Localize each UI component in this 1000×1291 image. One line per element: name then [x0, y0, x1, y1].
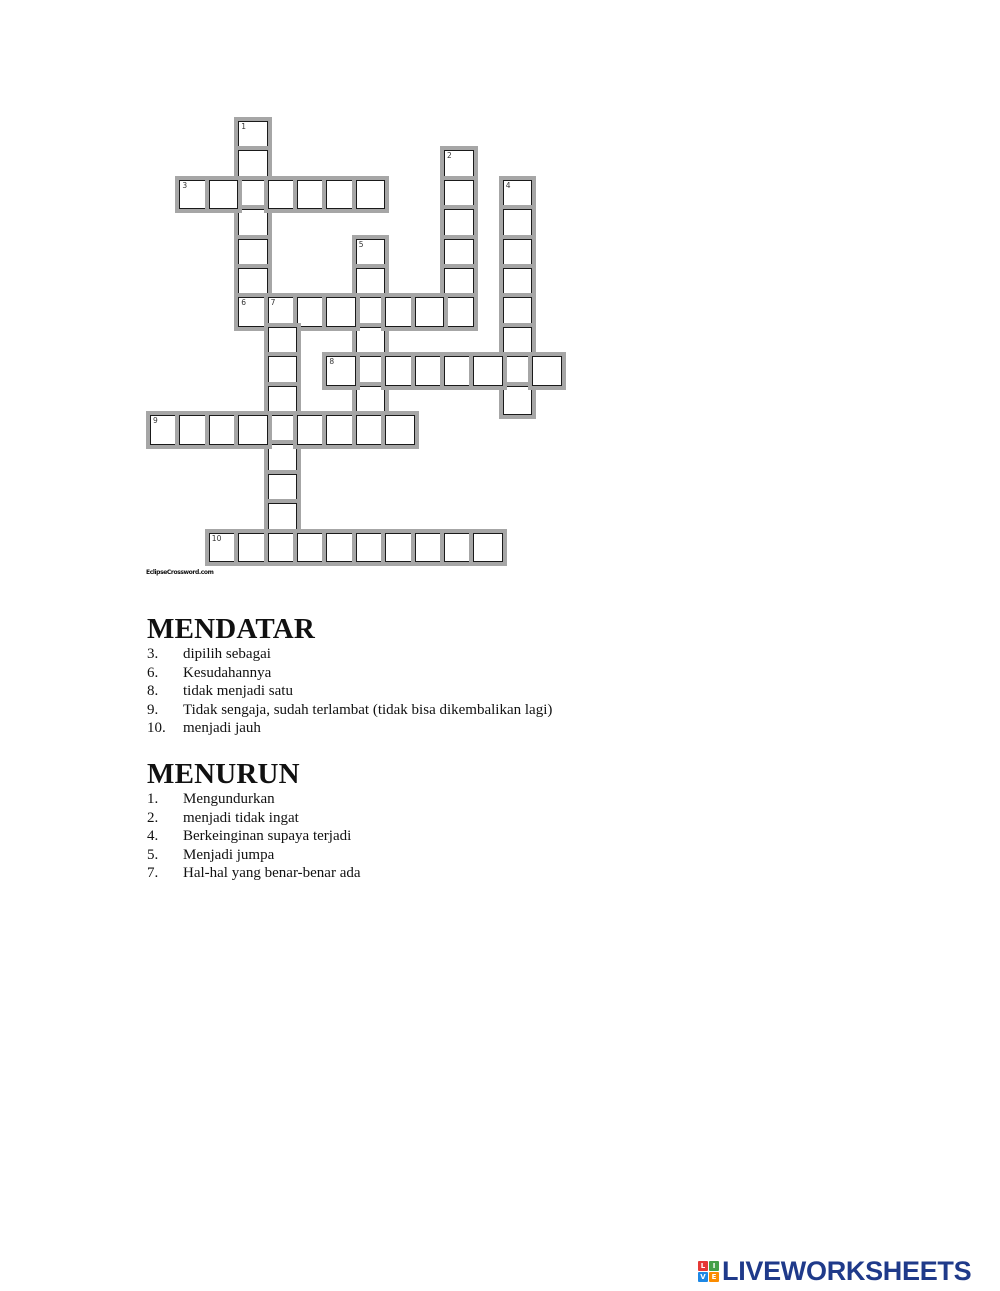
- crossword-cell[interactable]: [326, 356, 356, 386]
- crossword-cell[interactable]: [238, 239, 268, 269]
- clue-text: menjadi jauh: [183, 720, 261, 737]
- crossword-cell[interactable]: [356, 297, 386, 327]
- clue-number: 9.: [147, 701, 159, 718]
- letter-input[interactable]: [504, 387, 532, 415]
- letter-input[interactable]: [504, 269, 532, 297]
- crossword-cell[interactable]: [503, 327, 533, 357]
- clue-item: [147, 827, 361, 846]
- clue-item: [147, 864, 361, 883]
- crossword-cell[interactable]: [473, 533, 503, 563]
- letter-input[interactable]: [504, 181, 532, 209]
- crossword-cell[interactable]: [238, 150, 268, 180]
- crossword-cell[interactable]: [238, 415, 268, 445]
- clue-number-label: 9: [153, 416, 158, 425]
- letter-input[interactable]: [357, 387, 385, 415]
- clue-number-label: 3: [182, 180, 188, 190]
- letter-input[interactable]: [239, 181, 267, 209]
- letter-input[interactable]: [386, 298, 414, 326]
- logo-block: V: [698, 1272, 708, 1282]
- letter-input[interactable]: [239, 240, 267, 268]
- crossword-cell[interactable]: [532, 356, 562, 386]
- crossword-cell[interactable]: [268, 327, 298, 357]
- letter-input[interactable]: [474, 357, 502, 385]
- letter-input[interactable]: [210, 534, 238, 562]
- crossword-cell[interactable]: [503, 297, 533, 327]
- letter-input[interactable]: [180, 181, 208, 209]
- clue-number: 3.: [147, 646, 159, 662]
- crossword-cell[interactable]: [268, 180, 298, 210]
- crossword-cell[interactable]: [268, 415, 298, 445]
- clue-number-label: 5: [358, 239, 364, 249]
- clue-number-label: 10: [211, 533, 222, 543]
- logo-block: L: [698, 1261, 708, 1271]
- clue-text: dipilih sebagai: [183, 646, 271, 662]
- clue-text: Hal-hal yang benar-benar ada: [183, 865, 361, 882]
- crossword-cell[interactable]: [503, 386, 533, 416]
- logo-block: I: [709, 1261, 719, 1271]
- clue-item: [147, 846, 361, 865]
- letter-input[interactable]: [269, 181, 297, 209]
- letter-input[interactable]: [210, 181, 238, 209]
- clue-number: 7.: [147, 865, 159, 882]
- letter-input[interactable]: [239, 122, 267, 150]
- letter-input[interactable]: [239, 269, 267, 297]
- letter-input[interactable]: [298, 298, 326, 326]
- crossword-cell[interactable]: [415, 533, 445, 563]
- letter-input[interactable]: [386, 357, 414, 385]
- clue-number-label: 8: [329, 357, 335, 367]
- credit-text: EclipseCrossword.com: [146, 569, 214, 576]
- crossword-cell[interactable]: [209, 415, 239, 445]
- letter-input[interactable]: [210, 416, 238, 444]
- letter-input[interactable]: [269, 445, 297, 473]
- letter-input[interactable]: [504, 357, 532, 385]
- crossword-cell[interactable]: [326, 415, 356, 445]
- letter-input[interactable]: [386, 416, 414, 444]
- letter-input[interactable]: [269, 416, 297, 444]
- clue-item: [147, 682, 552, 701]
- letter-input[interactable]: [239, 416, 267, 444]
- letter-input[interactable]: [357, 328, 385, 356]
- crossword-cell[interactable]: [415, 356, 445, 386]
- crossword-cell[interactable]: [326, 180, 356, 210]
- clue-text: tidak menjadi satu: [183, 683, 293, 700]
- letter-input[interactable]: [445, 210, 473, 238]
- crossword-cell[interactable]: [444, 180, 474, 210]
- crossword-cell[interactable]: [268, 444, 298, 474]
- clue-item: [147, 701, 552, 720]
- crossword-cell[interactable]: [444, 533, 474, 563]
- letter-input[interactable]: [504, 210, 532, 238]
- letter-input[interactable]: [327, 298, 355, 326]
- crossword-cell[interactable]: [444, 297, 474, 327]
- letter-input[interactable]: [357, 357, 385, 385]
- crossword-cell[interactable]: [385, 297, 415, 327]
- logo-mark: [698, 1261, 719, 1282]
- across-heading: MENDATAR: [147, 613, 316, 645]
- letter-input[interactable]: [445, 534, 473, 562]
- crossword-cell[interactable]: [444, 239, 474, 269]
- crossword-cell[interactable]: [444, 209, 474, 239]
- crossword-cell[interactable]: [503, 356, 533, 386]
- letter-input[interactable]: [269, 504, 297, 532]
- letter-input[interactable]: [445, 240, 473, 268]
- clue-number-label: 2: [447, 151, 452, 161]
- letter-input[interactable]: [298, 534, 326, 562]
- letter-input[interactable]: [357, 181, 385, 209]
- crossword-cell[interactable]: [356, 239, 386, 269]
- liveworksheets-logo: [698, 1256, 971, 1286]
- letter-input[interactable]: [504, 328, 532, 356]
- clue-text: menjadi tidak ingat: [183, 809, 299, 826]
- crossword-cell[interactable]: [238, 209, 268, 239]
- letter-input[interactable]: [180, 416, 208, 444]
- crossword-cell[interactable]: [179, 415, 209, 445]
- logo-wordmark: LIVEWORKSHEETS: [722, 1255, 972, 1286]
- clue-number: 10.: [147, 720, 166, 737]
- letter-input[interactable]: [357, 269, 385, 297]
- clue-number: 4.: [147, 828, 159, 845]
- logo-block: E: [709, 1272, 719, 1282]
- crossword-cell[interactable]: [297, 533, 327, 563]
- crossword-cell[interactable]: [209, 180, 239, 210]
- crossword-cell[interactable]: [356, 533, 386, 563]
- clue-number-label: 1: [241, 122, 246, 131]
- clue-number: 1.: [147, 791, 159, 807]
- crossword-cell[interactable]: [297, 297, 327, 327]
- crossword-cell[interactable]: [238, 533, 268, 563]
- letter-input[interactable]: [298, 416, 326, 444]
- letter-input[interactable]: [151, 416, 179, 444]
- crossword-cell[interactable]: [326, 533, 356, 563]
- letter-input[interactable]: [416, 357, 444, 385]
- crossword-cell[interactable]: [238, 268, 268, 298]
- crossword-cell[interactable]: [356, 180, 386, 210]
- letter-input[interactable]: [357, 534, 385, 562]
- letter-input[interactable]: [357, 240, 385, 268]
- clue-item: [147, 790, 361, 809]
- crossword-cell[interactable]: [503, 268, 533, 298]
- crossword-cell[interactable]: [473, 356, 503, 386]
- crossword-cell[interactable]: [297, 180, 327, 210]
- crossword-cell[interactable]: [238, 121, 268, 151]
- clue-text: Berkeinginan supaya terjadi: [183, 828, 352, 845]
- crossword-cell[interactable]: [326, 297, 356, 327]
- clue-number: 6.: [147, 664, 159, 681]
- crossword-cell[interactable]: [385, 415, 415, 445]
- letter-input[interactable]: [504, 240, 532, 268]
- letter-input[interactable]: [269, 328, 297, 356]
- letter-input[interactable]: [269, 475, 297, 503]
- crossword-cell[interactable]: [209, 533, 239, 563]
- crossword-cell[interactable]: [356, 415, 386, 445]
- crossword-cell[interactable]: [415, 297, 445, 327]
- crossword-cell[interactable]: [268, 533, 298, 563]
- crossword-cell[interactable]: [444, 356, 474, 386]
- clue-number-label: 7: [270, 298, 276, 308]
- letter-input[interactable]: [533, 357, 561, 385]
- letter-input[interactable]: [269, 357, 297, 385]
- letter-input[interactable]: [327, 534, 355, 562]
- letter-input[interactable]: [445, 298, 473, 326]
- letter-input[interactable]: [239, 534, 267, 562]
- letter-input[interactable]: [269, 387, 297, 415]
- clue-number: 2.: [147, 809, 159, 826]
- letter-input[interactable]: [269, 534, 297, 562]
- clue-number: 5.: [147, 846, 159, 863]
- clue-item: [147, 645, 552, 664]
- crossword-cell[interactable]: [268, 386, 298, 416]
- crossword-cell[interactable]: [356, 386, 386, 416]
- letter-input[interactable]: [269, 298, 297, 326]
- letter-input[interactable]: [445, 181, 473, 209]
- clue-item: [147, 664, 552, 683]
- letter-input[interactable]: [327, 416, 355, 444]
- crossword-cell[interactable]: [385, 356, 415, 386]
- crossword-cell[interactable]: [297, 415, 327, 445]
- letter-input[interactable]: [298, 181, 326, 209]
- crossword-cell[interactable]: [238, 180, 268, 210]
- letter-input[interactable]: [239, 151, 267, 179]
- letter-input[interactable]: [357, 416, 385, 444]
- down-heading: MENURUN: [147, 758, 300, 790]
- crossword-cell[interactable]: [356, 356, 386, 386]
- letter-input[interactable]: [327, 181, 355, 209]
- down-clues: [147, 758, 361, 883]
- clue-text: Menjadi jumpa: [183, 846, 275, 863]
- crossword-cell[interactable]: [356, 268, 386, 298]
- crossword-cell[interactable]: [238, 297, 268, 327]
- letter-input[interactable]: [239, 210, 267, 238]
- clue-number-label: 4: [505, 180, 511, 190]
- crossword-cell[interactable]: [385, 533, 415, 563]
- across-clues: [147, 613, 552, 738]
- letter-input[interactable]: [386, 534, 414, 562]
- crossword-cell[interactable]: [150, 415, 180, 445]
- crossword-cell[interactable]: [268, 474, 298, 504]
- crossword-cell[interactable]: [503, 239, 533, 269]
- crossword-cell[interactable]: [268, 356, 298, 386]
- letter-input[interactable]: [504, 298, 532, 326]
- clue-number: 8.: [147, 683, 159, 700]
- crossword-cell[interactable]: [503, 180, 533, 210]
- crossword-cell[interactable]: [503, 209, 533, 239]
- clue-item: [147, 809, 361, 828]
- crossword-cell[interactable]: [268, 297, 298, 327]
- letter-input[interactable]: [416, 298, 444, 326]
- letter-input[interactable]: [445, 269, 473, 297]
- crossword-cell[interactable]: [179, 180, 209, 210]
- clue-text: Mengundurkan: [183, 791, 275, 807]
- clue-item: [147, 719, 552, 738]
- clue-number-label: 6: [241, 298, 246, 308]
- letter-input[interactable]: [445, 357, 473, 385]
- crossword-cell[interactable]: [356, 327, 386, 357]
- clue-text: Tidak sengaja, sudah terlambat (tidak bisa dikembalikan lagi): [183, 701, 553, 718]
- crossword-cell[interactable]: [444, 150, 474, 180]
- crossword-grid: [0, 0, 600, 570]
- crossword-cell[interactable]: [444, 268, 474, 298]
- letter-input[interactable]: [327, 357, 355, 385]
- clue-text: Kesudahannya: [183, 664, 272, 681]
- letter-input[interactable]: [239, 298, 267, 326]
- letter-input[interactable]: [357, 298, 385, 326]
- crossword-cell[interactable]: [268, 503, 298, 533]
- letter-input[interactable]: [474, 534, 502, 562]
- letter-input[interactable]: [416, 534, 444, 562]
- letter-input[interactable]: [445, 151, 473, 179]
